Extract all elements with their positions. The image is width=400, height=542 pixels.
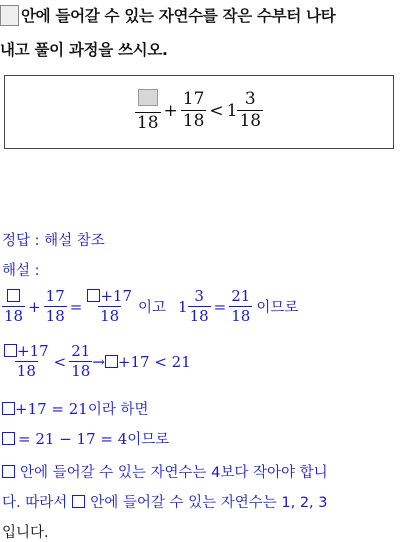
blank-square-icon xyxy=(105,355,118,368)
fraction-17-18: $\frac{17}{18}$ xyxy=(182,89,205,131)
blank-square-icon xyxy=(2,402,15,415)
solution-step-4: = 21 − 17 = 4 이므로 xyxy=(2,428,169,449)
question-line-1 xyxy=(0,4,335,26)
less-than-sign: < xyxy=(209,100,224,121)
blank-square-icon xyxy=(87,289,100,302)
equation-box xyxy=(4,75,394,149)
blank-square-icon xyxy=(2,432,15,445)
solution-step-6: 다. 따라서 안에 들어갈 수 있는 자연수는 1, 2, 3 xyxy=(2,495,328,511)
equation xyxy=(5,89,393,132)
solution-step-2: $\frac{+17}{18}$ < $\frac{21}{18}$ → +17 < 21 xyxy=(2,344,191,379)
fraction-3-18: $\frac{3}{18}$ xyxy=(239,89,262,131)
blank-square-icon xyxy=(72,495,85,508)
mixed-whole: 1 xyxy=(226,100,238,121)
solution-step-1: 18 + $\frac{17}{18}$ = $\frac{+17}{18}$ 이고 1 $\frac{3}{18}$ = $\frac{21}{18}$ 이므로 xyxy=(4,287,299,325)
solution-step-5: 안에 들어갈 수 있는 자연수는 4보다 작아야 합니 xyxy=(2,461,328,482)
solution-step-3: +17 = 21 이라 하면 xyxy=(2,398,149,419)
solution-step-7: 입니다. xyxy=(2,525,49,541)
blank-box-icon xyxy=(0,5,19,26)
question-text-1: 안에 들어갈 수 있는 자연수를 작은 수부터 나타 xyxy=(21,7,336,25)
blank-square-icon xyxy=(4,344,17,357)
answer-label: 정답 : 해설 참조 xyxy=(2,233,105,249)
plus-sign: + xyxy=(163,100,178,121)
blank-square-icon xyxy=(7,289,20,302)
blank-square-icon xyxy=(2,465,15,478)
blank-fraction: 18 xyxy=(135,89,161,132)
question-line-2: 내고 풀이 과정을 쓰시오. xyxy=(0,41,168,59)
blank-square-icon xyxy=(138,89,158,106)
explanation-label: 해설 : xyxy=(2,263,40,279)
